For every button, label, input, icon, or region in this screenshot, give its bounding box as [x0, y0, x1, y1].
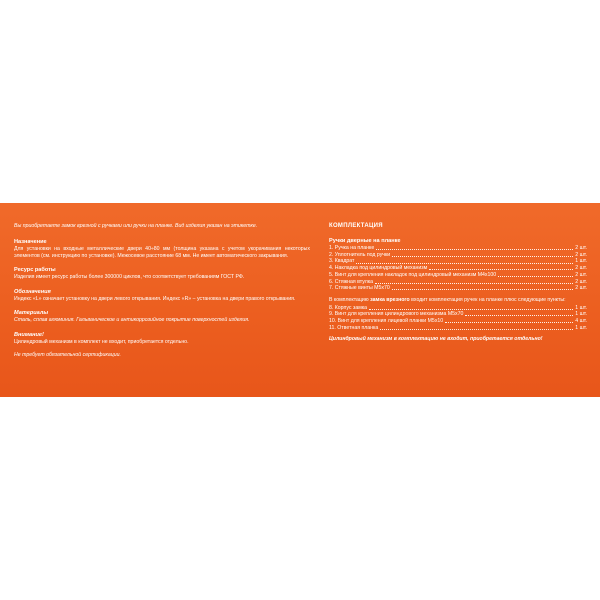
list-item — [329, 318, 587, 325]
section-attention — [14, 332, 310, 346]
note-text: входит комплектация ручек на планке плюс следующие пункты: — [411, 296, 566, 303]
item-qty: 2 шт. — [575, 245, 587, 251]
item-qty: 1 шт. — [575, 324, 587, 331]
item-name: 6. Стяжная втулка — [329, 278, 374, 285]
section-resource — [14, 267, 310, 281]
list-item — [329, 272, 587, 279]
section-text: Для установки на входные металлические двери 40÷80 мм (толщина указана с учетом укорачивания некоторых элементов (см. инструкцию по установке). Межосевое расстояние 68 мм. Не имеет автоматического закрывания. — [14, 246, 310, 259]
handles-list — [329, 245, 587, 292]
item-qty: 1 шт. — [575, 311, 587, 318]
item-qty: 2 шт. — [575, 265, 587, 272]
list-item — [329, 285, 587, 292]
item-name: 4. Накладка под цилиндровый механизм — [329, 265, 428, 272]
list-item — [329, 325, 587, 332]
leader-dots — [376, 249, 573, 250]
item-qty: 2 шт. — [575, 278, 587, 285]
section-text: Индекс «L» означает установку на двери левого открывания. Индекс «R» – установка на двери правого открывания. — [14, 295, 296, 302]
package-contents-column — [329, 222, 587, 343]
leader-dots — [369, 309, 573, 310]
item-qty: 4 шт. — [575, 317, 587, 324]
lock-contents-note — [329, 297, 587, 304]
leader-dots — [392, 256, 573, 257]
leader-dots — [356, 263, 573, 264]
section-designations — [14, 289, 310, 303]
item-qty: 2 шт. — [575, 271, 587, 278]
intro-text: Вы приобретаете замок врезной с ручками или ручки на планке. Вид изделия указан на этикетке. — [14, 223, 258, 229]
description-column — [14, 223, 310, 366]
section-heading: Ресурс работы — [14, 267, 56, 274]
section-text: Сталь, сплав алюминия. Гальваническое и антикоррозийное покрытие поверхностей изделия. — [14, 317, 250, 324]
certification-note: Не требует обязательной сертификации. — [14, 351, 121, 358]
section-heading: Обозначения — [14, 288, 51, 295]
section-materials — [14, 310, 310, 324]
section-text: Изделия имеет ресурс работы более 300000 циклов, что соответствует требованиям ГОСТ РФ. — [14, 274, 245, 281]
item-name: 7. Стяжные винты М5х70 — [329, 285, 390, 292]
list-item — [329, 279, 587, 286]
item-name: 2. Уплотнитель под ручки — [329, 251, 391, 258]
section-heading: Внимание! — [14, 331, 44, 338]
product-label-card — [0, 203, 600, 397]
list-item — [329, 245, 587, 252]
list-item — [329, 305, 587, 312]
item-name: 9. Винт для крепления цилиндрового механизма М5х70 — [329, 311, 464, 318]
item-qty: 1 шт. — [575, 304, 587, 311]
section-purpose — [14, 239, 310, 259]
item-name: 1. Ручка на планке — [329, 245, 375, 251]
lock-list — [329, 305, 587, 332]
leader-dots — [392, 289, 574, 290]
list-item — [329, 311, 587, 318]
item-name: 11. Ответная планка — [329, 324, 379, 331]
note-text: В комплектацию — [329, 296, 369, 303]
cylinder-warning: Цилиндровый механизм в комплектацию не входит, приобретается отдельно! — [329, 336, 543, 343]
contents-title: КОМПЛЕКТАЦИЯ — [329, 223, 383, 229]
leader-dots — [375, 283, 573, 284]
leader-dots — [380, 329, 573, 330]
leader-dots — [465, 315, 573, 316]
item-name: 10. Винт для крепления лицевой планки М5х10 — [329, 317, 444, 324]
handles-heading: Ручки дверные на планке — [329, 238, 401, 244]
list-item — [329, 265, 587, 272]
note-bold-text: замка врезного — [370, 296, 410, 303]
section-heading: Материалы — [14, 310, 49, 317]
item-name: 5. Винт для крепления накладок под цилиндровый механизм М4х100 — [329, 271, 497, 278]
item-name: 8. Корпус замка — [329, 304, 368, 311]
item-name: 3. Квадрат — [329, 258, 355, 265]
list-item — [329, 252, 587, 259]
section-heading: Назначение — [14, 239, 47, 245]
item-qty: 2 шт. — [575, 285, 587, 292]
leader-dots — [498, 276, 573, 277]
leader-dots — [429, 269, 573, 270]
item-qty: 2 шт. — [575, 251, 587, 258]
leader-dots — [445, 322, 573, 323]
section-text: Цилиндровый механизм в комплект не входит, приобретается отдельно. — [14, 338, 189, 345]
item-qty: 1 шт. — [575, 258, 587, 265]
